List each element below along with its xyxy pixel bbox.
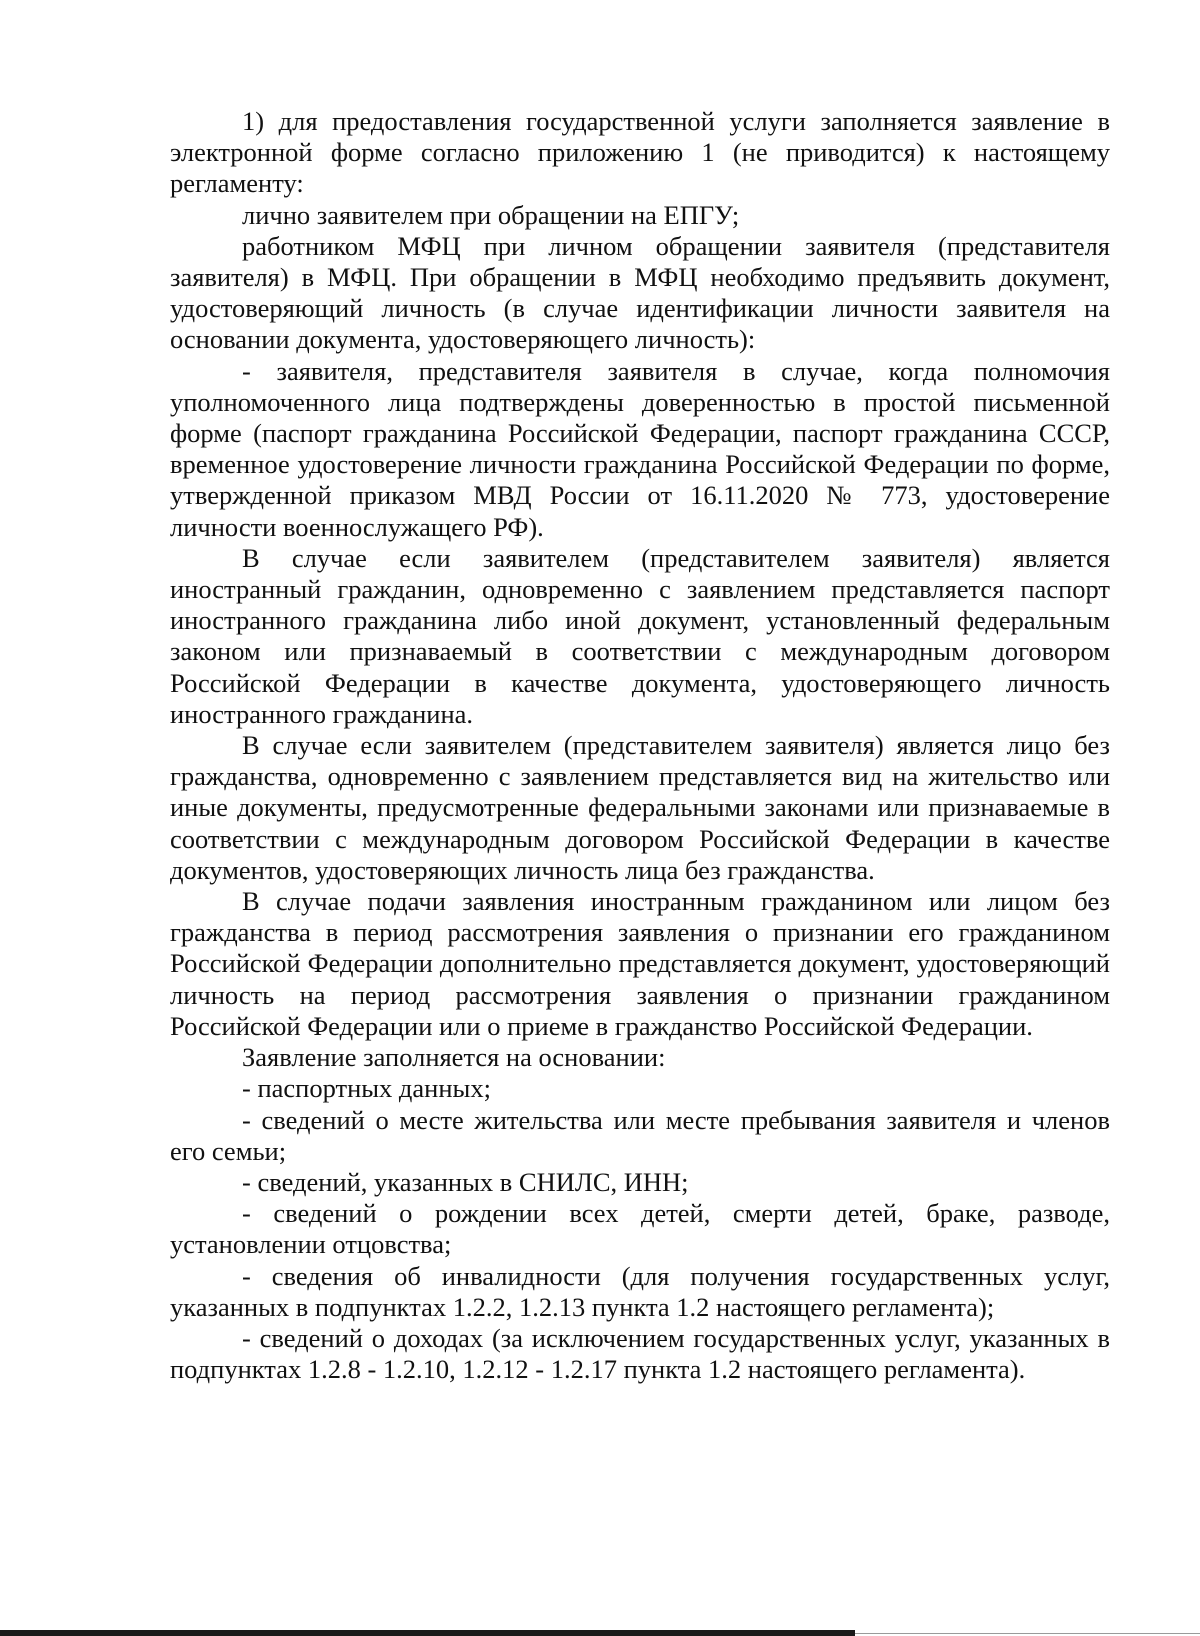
- list-item-snils-inn: - сведений, указанных в СНИЛС, ИНН;: [242, 1166, 689, 1197]
- paragraph-mfc-worker: работником МФЦ при личном обращении заявителя (представителя заявителя) в МФЦ. При обращении в МФЦ необходимо предъявить документ, удостоверяющий личность (в случае идентификации личности заявителя на основании документа, удостоверяющего личность):: [170, 230, 1110, 355]
- list-item-income: - сведений о доходах (за исключением государственных услуг, указанных в подпунктах 1.2.8 - 1.2.10, 1.2.12 - 1.2.17 пункта 1.2 настоящего регламента).: [170, 1322, 1110, 1385]
- scan-bottom-edge: [0, 1630, 855, 1636]
- paragraph-application-form: 1) для предоставления государственной услуги заполняется заявление в электронной форме согласно приложению 1 (не приводится) к настоящему регламенту:: [170, 106, 1110, 199]
- document-body: [170, 106, 1110, 1385]
- paragraph-applicant-representative: - заявителя, представителя заявителя в случае, когда полномочия уполномоченного лица подтверждены доверенностью в простой письменной форме (паспорт гражданина Российской Федерации, паспорт гражданина СССР, временное удостоверение личности гражданина Российской Федерации по форме, утвержденной приказом МВД России от 16.11.2020 № 773, удостоверение личности военнослужащего РФ).: [170, 355, 1110, 542]
- list-item-disability: - сведения об инвалидности (для получения государственных услуг, указанных в подпунктах 1.2.2, 1.2.13 пункта 1.2 настоящего регламента);: [170, 1260, 1110, 1322]
- paragraph-foreign-citizen: В случае если заявителем (представителем заявителя) является иностранный гражданин, одновременно с заявлением представляется паспорт иностранного гражданина либо иной документ, установленный федеральным законом или признаваемый в соответствии с международным договором Российской Федерации в качестве документа, удостоверяющего личность иностранного гражданина.: [170, 542, 1110, 729]
- paragraph-filled-on-basis: Заявление заполняется на основании:: [242, 1042, 666, 1073]
- paragraph-citizenship-review: В случае подачи заявления иностранным гражданином или лицом без гражданства в период рассмотрения заявления о признании его гражданином Российской Федерации дополнительно представляется документ, удостоверяющий личность на период рассмотрения заявления о признании гражданином Российской Федерации или о приеме в гражданство Российской Федерации.: [170, 886, 1110, 1041]
- paragraph-stateless-person: В случае если заявителем (представителем заявителя) является лицо без гражданства, одновременно с заявлением представляется вид на жительство или иные документы, предусмотренные федеральными законами или признаваемые в соответствии с международным договором Российской Федерации в качестве документов, удостоверяющих личность лица без гражданства.: [170, 730, 1110, 885]
- list-item-residence-info: - сведений о месте жительства или месте пребывания заявителя и членов его семьи;: [170, 1104, 1110, 1166]
- list-item-children-marriage: - сведений о рождении всех детей, смерти детей, браке, разводе, установлении отцовства;: [170, 1198, 1110, 1260]
- list-item-passport-data: - паспортных данных;: [242, 1073, 491, 1104]
- paragraph-personally-epgu: лично заявителем при обращении на ЕПГУ;: [242, 199, 740, 230]
- scan-bottom-edge-thin: [855, 1633, 1200, 1634]
